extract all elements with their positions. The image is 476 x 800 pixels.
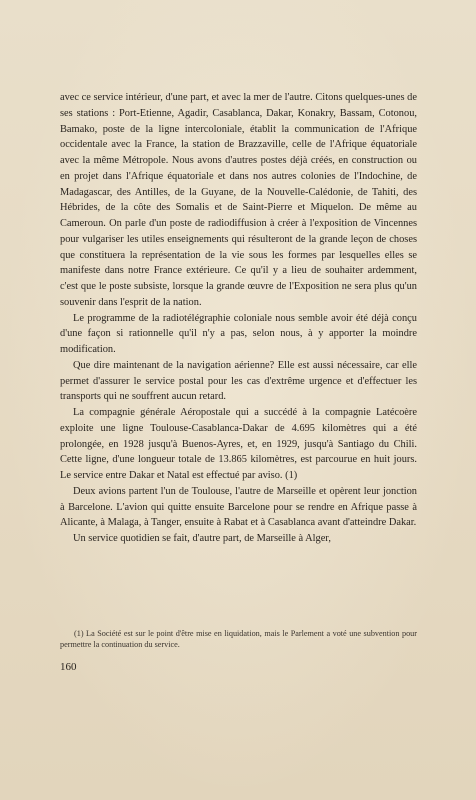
paragraph-daily-service: Un service quotidien se fait, d'autre part, de Marseille à Alger, (73, 533, 331, 544)
paragraph-air-navigation: Que dire maintenant de la navigation aérienne? Elle est aussi nécessaire, car elle permet d'assurer le service postal pour les cas d'extrême urgence et d'effectuer les transports qui ne souffrent aucun retard. (60, 359, 417, 403)
page-number: 160 (60, 661, 77, 673)
footnote: (1) La Société est sur le point d'être mise en liquidation, mais le Parlement a voté une subvention pour permettre la continuation du service. (60, 629, 417, 649)
paragraph-radio-stations: avec ce service intérieur, d'une part, et avec la mer de l'autre. Citons quelques-unes de ses stations : Port-Etienne, Agadir, Casablanca, Dakar, Konakry, Bassam, Cotonou, Bamako, poste de la ligne intercoloniale, établit la communication de l'Afrique occidentale avec la France, la station de Brazzaville, celle de l'Afrique équatoriale avec la même Métropole. Nous avons d'autres postes déjà créés, en construction ou en projet dans l'Afrique équatoriale et dans nos autres colonies de l'Indochine, de Madagascar, des Antilles, de la Guyane, de la Nouvelle-Calédonie, de Tahiti, des Hébrides, de la côte des Somalis et de Saint-Pierre et Miquelon. De même au Cameroun. On parle d'un poste de radiodiffusion à créer à l'exposition de Vincennes pour vulgariser les utiles enseignements qui résulteront de la grande leçon de choses que constituera la représentation de la vie sous les formes par lesquelles elles se manifeste dans notre France extérieure. Ce qu'il y a lieu de souhaiter ardemment, c'est que le poste subsiste, lorsque la grande œuvre de l'Exposition ne sera plus qu'un souvenir dans l'esprit de la nation. (60, 92, 417, 308)
paragraph-airplanes: Deux avions partent l'un de Toulouse, l'autre de Marseille et opèrent leur jonction à Barcelone. L'avion qui quitte ensuite Barcelone pour se rendre en Afrique passe à Alicante, à Malaga, à Tanger, ensuite à Rabat et à Casablanca avant d'atteindre Dakar. (60, 485, 417, 529)
main-text (60, 90, 417, 547)
paragraph-radio-program: Le programme de la radiotélégraphie coloniale nous semble avoir été déjà conçu d'une façon si rationnelle qu'il n'y a pas, selon nous, à y apporter la moindre modification. (60, 312, 417, 355)
paragraph-aeropostale: La compagnie générale Aéropostale qui a succédé à la compagnie Latécoère exploite une ligne Toulouse-Casablanca-Dakar de 4.695 kilomètres qui a été prolongée, en 1928 jusqu'à Buenos-Ayres, et, en 1929, jusqu'à Santiago du Chili. Cette ligne, d'une longueur totale de 13.865 kilomètres, est parcourue en huit jours. Le service entre Dakar et Natal est effectué par aviso. (1) (60, 407, 417, 481)
